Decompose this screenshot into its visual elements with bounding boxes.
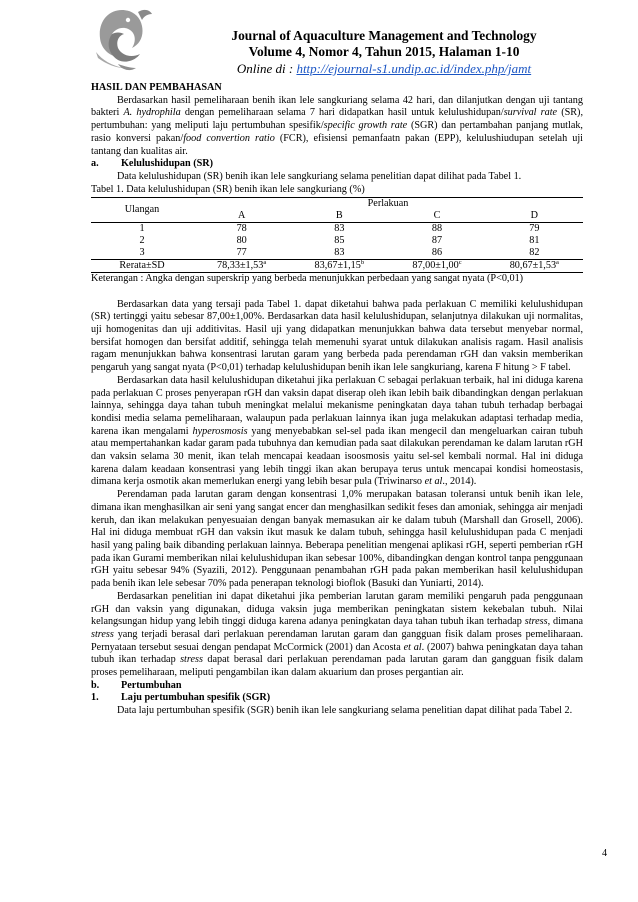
paragraph-4 <box>91 591 583 680</box>
subheading-1 <box>91 692 583 705</box>
mean-value: 80,67±1,53 <box>509 260 557 272</box>
article-body <box>91 82 583 718</box>
mean-value: 83,67±1,15 <box>314 260 361 272</box>
table-cell: 85 <box>334 235 345 247</box>
table-col-header: C <box>388 210 485 223</box>
paragraph-2-text-c: ., 2014). <box>442 476 477 488</box>
subheading-b <box>91 680 583 693</box>
mean-cell <box>290 260 388 273</box>
table-col-header: B <box>290 210 388 223</box>
journal-url-link[interactable]: http://ejournal-s1.undip.ac.id/index.php/jamt <box>296 61 532 76</box>
sr-table <box>91 197 583 273</box>
sgr-intro-text: Data laju pertumbuhan spesifik (SGR) benih ikan lele sangkuriang selama penelitian dapat dilihat pada Tabel 2. <box>117 705 573 717</box>
table-row <box>91 223 583 236</box>
intro-italic-2: survival rate <box>503 107 558 119</box>
paragraph-2-text-a: Berdasarkan data hasil kelulushidupan diketahui jika perlakuan C sebagai perlakuan terbaik, hal ini diduga karena pada perlakuan C proses penyerapan rGH dan vaksin dapat diserap oleh ikan lebih baik dibandingkan dengan perlakuan lainnya, sehingga daya tahan tubuh meningkat melalui mekanisme peningkatan daya tahan tubuh terhadap berbagai kondisi media selama pemeliharaan, walaupun pada perlakuan lainnya ikan juga melakukan adaptasi terhadap media, karena ikan mengalami <box>91 374 583 437</box>
paragraph-2-italic-b: et al <box>424 476 443 488</box>
intro-text-5: (FCR), efisiensi pemanfaatn pakan (EPP), kelulushiudupan setelah uji tantang dan kualitas air. <box>91 132 583 157</box>
subheading-a-number: a. <box>91 158 99 170</box>
subheading-a <box>91 158 583 171</box>
table-cell: 83 <box>334 247 345 259</box>
mean-cell <box>193 260 290 273</box>
paragraph-4-text-e: dapat berasal dari perlakuan perendaman pada larutan garam dan gangguan fisik dalam proses pemeliharaan, meliputi pengambilan ikan dalam akuarium dan proses pergantian air. <box>91 654 583 679</box>
mean-cell <box>486 260 583 273</box>
journal-volume: Volume 4, Nomor 4, Tahun 2015, Halaman 1-10 <box>248 44 520 59</box>
mean-superscript: c <box>458 259 462 267</box>
subheading-1-number: 1. <box>91 692 99 704</box>
paragraph-2 <box>91 375 583 489</box>
table-cell: 86 <box>431 247 443 259</box>
table-row <box>91 235 583 247</box>
intro-italic-1: A. hydrophila <box>123 107 181 119</box>
online-prefix: Online di : <box>236 61 297 76</box>
section-heading: HASIL DAN PEMBAHASAN <box>91 82 222 93</box>
paragraph-4-italic-a: stress <box>524 616 548 628</box>
mean-cell <box>388 260 485 273</box>
table-header-perlakuan: Perlakuan <box>193 198 583 211</box>
subheading-a-title: Kelulushidupan (SR) <box>121 158 214 170</box>
table-cell: 87 <box>431 235 443 247</box>
paragraph-4-text-c: yang terjadi berasal dari perlakuan perendaman larutan garam dan gangguan fisik dalam proses pemeliharaan. Pernyataan tersebut sesuai dengan pendapat McCormick (2001) dan Acosta <box>91 628 583 653</box>
mean-value: 87,00±1,00 <box>412 260 459 272</box>
table-note: Keterangan : Angka dengan superskrip yang berbeda menunjukkan perbedaan yang sangat nyata (P<0,01) <box>91 273 524 285</box>
journal-header <box>84 2 584 76</box>
intro-text-1: Berdasarkan hasil pemeliharaan benih ikan lele sangkuriang selama 42 hari, dan dilanjutkan dengan uji tantang bakteri <box>91 94 583 119</box>
paragraph-4-italic-c: et al <box>403 641 422 653</box>
intro-text-2: dengan pemeliharaan selama 7 hari didapatkan hasil untuk kelulushidupan/ <box>180 107 504 119</box>
paragraph-4-italic-b: stress <box>91 628 114 640</box>
table-cell: 82 <box>529 247 540 259</box>
table-cell: 77 <box>236 247 247 259</box>
journal-logo <box>88 2 158 74</box>
paragraph-3: Perendaman pada larutan garam dengan konsentrasi 1,0% merupakan batasan toleransi untuk benih ikan lele, dimana ikan menghasilkan air seni yang sangat encer dan menghasilkan sedikit feses dan amoniak, sehingga air menjadi keruh, dan ikan melakukan penyesuaian dengan banyak memasukan air ke dalam tubuh (Marshall dan Grosell, 2006). Hal ini diduga membuat rGH dan vaksin ikut masuk ke dalam tubuh, sehingga hasil kelulushidupan pada C menjadi hasil yang paling baik dibanding perlakuan lainnya. Beberapa penelitian mengenai aplikasi rGH, seperti pemberian rGH pada ikan Gurami memberikan nilai kelulushidupan ikan sebesar 100%, dibandingkan dengan kontrol tanpa penggunaan rGH yaitu sebesar 94% (Syazili, 2012). Penggunaan penambahan rGH pada pakan memberikan hasil kelulushidupan pada benih ikan lele sebesar 70% pada penerapan teknologi bioflok (Basuki dan Yuniarti, 2014). <box>91 489 583 590</box>
table-cell: 83 <box>334 223 345 235</box>
intro-paragraph <box>91 95 583 159</box>
page-number: 4 <box>602 848 608 859</box>
table-cell: 2 <box>139 235 145 247</box>
journal-title: Journal of Aquaculture Management and Technology <box>231 28 537 43</box>
table-row <box>91 247 583 260</box>
spacer <box>91 286 583 299</box>
mean-superscript: b <box>360 259 365 267</box>
mean-label: Rerata±SD <box>91 260 193 273</box>
table-cell: 79 <box>529 223 540 235</box>
paragraph-2-text-b: yang menyebabkan sel-sel pada ikan mengecil dan mengeluarkan cairan tubuh atau mempertahankan kadar garam pada tubuhnya dan kemudian pada saat dilakukan perendaman ke dalam larutan rGH dan vaksin selama 30 menit, ikan telah mencapai keadaan isoosmosis yaitu sel-sel kembali normal. Hal ini diduga karena dalam keadaan konsentrasi yang lebih tinggi ikan akan berupaya terus untuk mencapai kondisi homeostasis, dimana kerja osmotik akan memerlukan energi yang lebih besar pula (Triwinarso <box>91 425 584 488</box>
subheading-b-title: Pertumbuhan <box>121 679 182 691</box>
paragraph-4-text-b: , dimana <box>547 616 583 628</box>
table-header-ulangan: Ulangan <box>91 198 193 223</box>
mean-superscript: a <box>263 259 267 267</box>
subheading-b-number: b. <box>91 679 100 691</box>
table-mean-row <box>91 260 583 273</box>
intro-italic-3: specific growth rate <box>323 120 408 132</box>
header-text <box>174 28 594 77</box>
table-cell: 80 <box>236 235 247 247</box>
intro-italic-4: food convertion ratio <box>183 132 275 144</box>
paragraph-4-text-a: Berdasarkan penelitian ini dapat diketahui jika pemberian larutan garam memiliki pengaruh pada penggunaan rGH dan vaksin yang digunakan, diduga vaksin juga memberikan peningkatan sistem kekebalan tubuh. Nilai kelangsungan hidup yang lebih tinggi diduga karena adanya peningkatan daya tahan tubuh ikan terhadap <box>91 590 583 628</box>
journal-online <box>174 60 594 77</box>
table-cell: 78 <box>236 223 247 235</box>
table-col-header: D <box>486 210 583 223</box>
paragraph-4-text-d: . (2007) bahwa peningkatan daya tahan tubuh ikan terhadap <box>91 641 583 666</box>
mean-superscript: a <box>556 259 559 267</box>
table-cell: 1 <box>139 223 145 235</box>
sr-intro-text: Data kelulushidupan (SR) benih ikan lele sangkuriang selama penelitian dapat dilihat pada Tabel 1. <box>117 170 522 182</box>
subheading-1-title: Laju pertumbuhan spesifik (SGR) <box>121 692 271 704</box>
table-cell: 81 <box>529 235 540 247</box>
paragraph-2-italic-a: hyperosmosis <box>192 425 248 437</box>
mean-value: 78,33±1,53 <box>217 260 264 272</box>
table-caption: Tabel 1. Data kelulushidupan (SR) benih ikan lele sangkuriang (%) <box>91 183 365 195</box>
table-cell: 3 <box>139 247 145 259</box>
paragraph-1: Berdasarkan data yang tersaji pada Tabel 1. dapat diketahui bahwa pada perlakuan C memiliki kelulushidupan (SR) tertinggi yaitu sebesar 87,00±1,00%. Berdasarkan data hasil kelulushidupan, selanjutnya dilakukan uji normalitas, uji homogenitas dan uji additivitas. Hasil uji yang didapatkan menunjukkan bahwa data tersebut menyebar normal, bersifat homogen dan bersifat additif, sehingga telah memenuhi syarat untuk dilakukan analisis ragam. Hasil analisis ragam menunjukkan bahwa konsentrasi larutan garam yang berbeda pada perendaman rGH dan vaksin memberikan pengaruh yang sangat nyata (P<0,01) terhadap kelulushidupan benih ikan lele sangkuriang, karena F hitung > F tabel. <box>91 298 583 374</box>
table-col-header: A <box>193 210 290 223</box>
intro-text-4: (SGR) dan pertambahan panjang mutlak, rasio konversi pakan/ <box>91 120 583 144</box>
paragraph-4-italic-d: stress <box>180 654 203 666</box>
intro-text-3: (SR), pertumbuhan: yang meliputi laju pertumbuhan spesifik/ <box>91 107 583 132</box>
fish-logo-icon <box>88 2 158 74</box>
table-cell: 88 <box>431 223 443 235</box>
